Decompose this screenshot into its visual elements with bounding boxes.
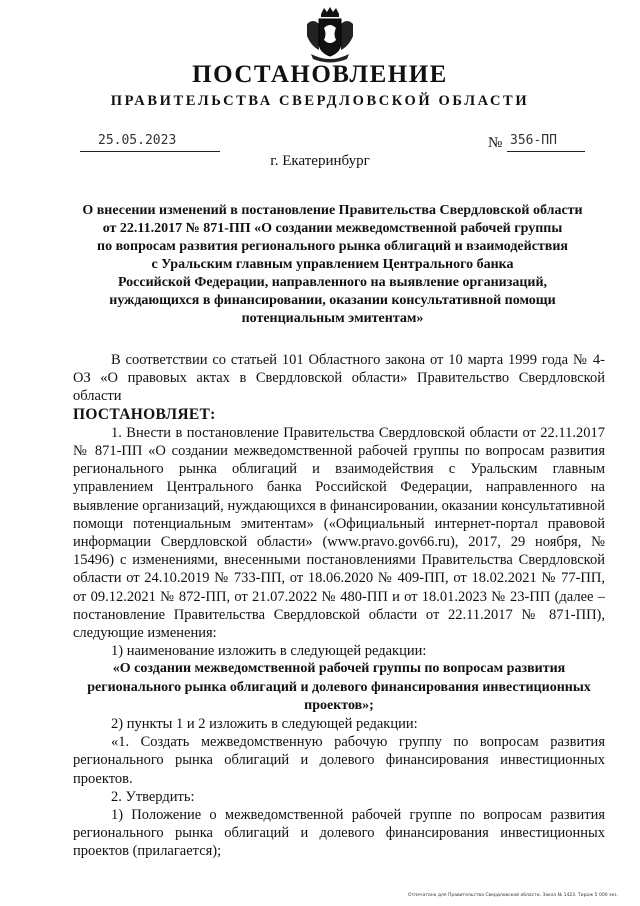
document-body (73, 351, 605, 861)
subitem-2-paragraph: 2) пункты 1 и 2 изложить в следующей редакции: (111, 716, 418, 733)
point-2-1-paragraph: 1) Положение о межведомственной рабочей группе по вопросам развития регионального рынка облигаций и долевого финансирования инвестиционных проектов (прилагается); (73, 807, 605, 860)
heading-line: нуждающихся в финансировании, оказании консультативной помощи (109, 293, 556, 308)
subitem-1-paragraph: 1) наименование изложить в следующей редакции: (111, 643, 427, 660)
date-field (80, 133, 220, 152)
document-heading (60, 202, 605, 328)
decree-word: ПОСТАНОВЛЯЕТ: (73, 405, 216, 423)
document-number: 356-ПП (510, 133, 557, 148)
print-footer: Отпечатано для Правительства Свердловской области. Заказ № 1423. Тираж 5 000 экз. (408, 893, 618, 898)
point-1-paragraph: «1. Создать межведомственную рабочую группу по вопросам развития регионального рынка облигаций и долевого финансирования инвестиционных проектов. (73, 734, 605, 787)
heading-line: О внесении изменений в постановление Правительства Свердловской области (82, 203, 583, 218)
city-line: г. Екатеринбург (270, 153, 370, 169)
document-date: 25.05.2023 (98, 133, 177, 148)
heading-line: Российской Федерации, направленного на выявление организаций, (117, 275, 548, 290)
number-field (507, 133, 585, 152)
heading-line: с Уральским главным управлением Центрального банка (151, 257, 514, 272)
item-1-paragraph: 1. Внести в постановление Правительства Свердловской области от 22.11.2017 № 871-ПП «О создании межведомственной рабочей группы по вопросам развития регионального рынка облигаций и взаимодействия с Уральским главным управлением Центрального банка Российской Федерации, направленного на выявление организаций, нуждающихся в финансировании, оказании консультативной помощи потенциальным эмитентам» («Официальный интернет-портал правовой информации Свердловской области» (www.pravo.gov66.ru), 2017, 29 ноября, № 15496) с изменениями, внесенными постановлениями Правительства Свердловской области от 24.10.2019 № 733-ПП, от 18.06.2020 № 409-ПП, от 18.02.2021 № 77-ПП, от 09.12.2021 № 872-ПП, от 21.07.2022 № 480-ПП и от 18.01.2023 № 23-ПП (далее – постановление Правительства Свердловской области от 22.11.2017 № 871-ПП), следующие изменения: (73, 424, 605, 642)
heading-line: потенциальным эмитентам» (241, 311, 424, 326)
document-title: ПОСТАНОВЛЕНИЕ (192, 61, 448, 88)
heading-line: по вопросам развития регионального рынка облигаций и взаимодействия (97, 239, 568, 254)
document-issuer: ПРАВИТЕЛЬСТВА СВЕРДЛОВСКОЙ ОБЛАСТИ (110, 93, 530, 109)
coat-of-arms-icon (303, 6, 357, 64)
number-label: № (488, 135, 503, 151)
new-title-paragraph: «О создании межведомственной рабочей группы по вопросам развития регионального рынка облигаций и долевого финансирования инвестиционных проектов»; (87, 661, 591, 713)
heading-line: от 22.11.2017 № 871-ПП «О создании межведомственной рабочей группы (102, 221, 563, 236)
point-2-paragraph: 2. Утвердить: (111, 788, 195, 805)
intro-paragraph: В соответствии со статьей 101 Областного закона от 10 марта 1999 года № 4-ОЗ «О правовых актах в Свердловской области» Правительство Свердловской области (73, 352, 605, 405)
